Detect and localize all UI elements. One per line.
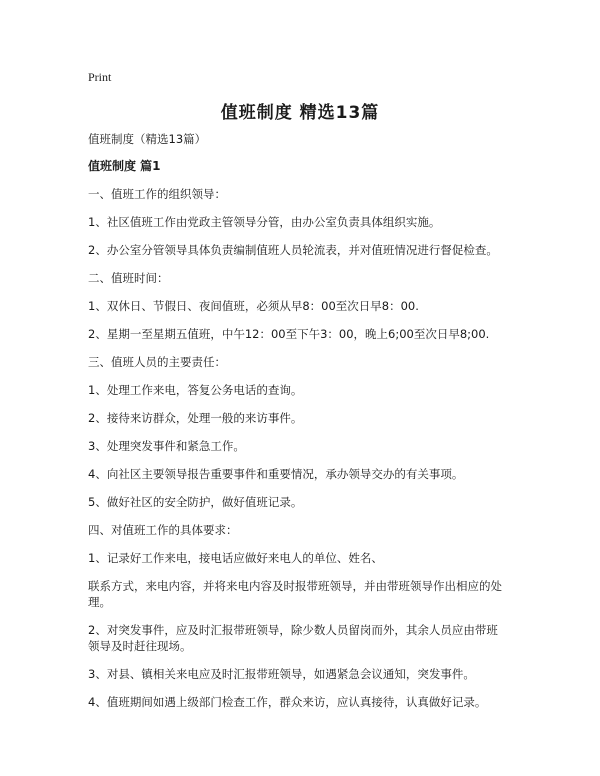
paragraph: 4、值班期间如遇上级部门检查工作，群众来访，应认真接待，认真做好记录。 bbox=[88, 695, 487, 709]
paragraph: 2、对突发事件，应及时汇报带班领导，除少数人员留岗而外，其余人员应由带班领导及时赶往现场。 bbox=[88, 623, 498, 653]
section-heading: 值班制度 篇1 bbox=[88, 159, 161, 173]
paragraph: 二、值班时间： bbox=[88, 271, 169, 285]
document-title: 值班制度 精选13篇 bbox=[220, 103, 380, 123]
document-subtitle: 值班制度（精选13篇） bbox=[88, 132, 207, 146]
paragraph: 1、处理工作来电，答复公务电话的查询。 bbox=[88, 383, 303, 397]
paragraph: 5、做好社区的安全防护，做好值班记录。 bbox=[88, 495, 303, 509]
paragraph: 联系方式，来电内容，并将来电内容及时报带班领导，并由带班领导作出相应的处理。 bbox=[88, 579, 502, 609]
paragraph: 1、记录好工作来电，接电话应做好来电人的单位、姓名、 bbox=[88, 551, 383, 565]
paragraph: 1、社区值班工作由党政主管领导分管，由办公室负责具体组织实施。 bbox=[88, 215, 441, 229]
paragraph: 三、值班人员的主要责任： bbox=[88, 355, 226, 369]
document-body bbox=[88, 131, 508, 710]
paragraph: 3、对县、镇相关来电应及时汇报带班领导，如遇紧急会议通知，突发事件。 bbox=[88, 667, 475, 681]
paragraph: 1、双休日、节假日、夜间值班，必须从早8：00至次日早8：00. bbox=[88, 299, 419, 313]
paragraph: 2、接待来访群众，处理一般的来访事件。 bbox=[88, 411, 303, 425]
paragraph: 2、办公室分管领导具体负责编制值班人员轮流表，并对值班情况进行督促检查。 bbox=[88, 243, 498, 257]
paragraph: 2、星期一至星期五值班，中午12：00至下午3：00，晚上6;00至次日早8;00. bbox=[88, 327, 490, 341]
paragraph: 3、处理突发事件和紧急工作。 bbox=[88, 439, 245, 453]
paragraph: 四、对值班工作的具体要求： bbox=[88, 523, 238, 537]
paragraph: 4、向社区主要领导报告重要事件和重要情况，承办领导交办的有关事项。 bbox=[88, 467, 464, 481]
paragraph: 一、值班工作的组织领导： bbox=[88, 187, 226, 201]
print-link[interactable]: Print bbox=[88, 70, 112, 84]
